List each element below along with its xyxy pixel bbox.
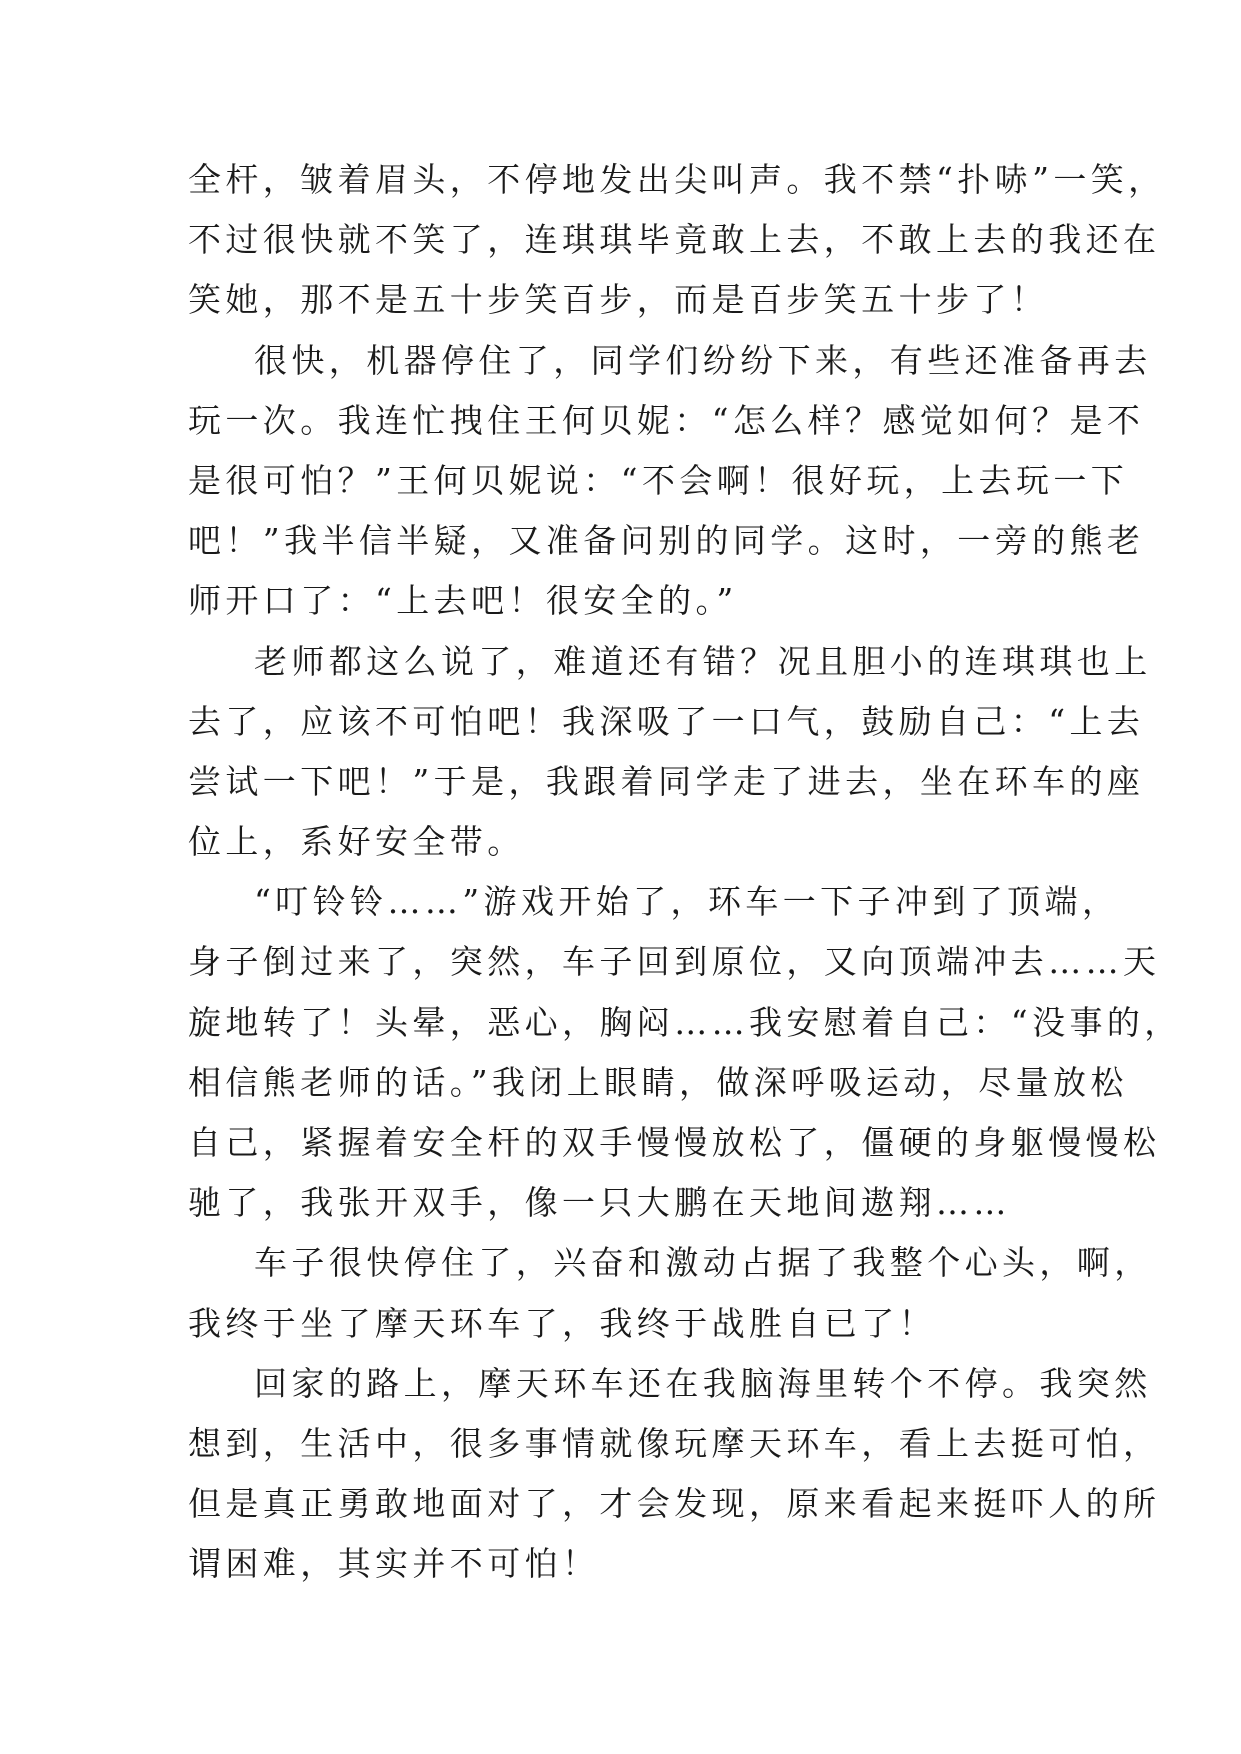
text-line: 吧！”我半信半疑，又准备问别的同学。这时，一旁的熊老 [188, 521, 1145, 561]
text-line: 尝试一下吧！”于是，我跟着同学走了进去，坐在环车的座 [188, 761, 1145, 801]
text-line: 位上，系好安全带。 [188, 822, 525, 862]
text-line: 相信熊老师的话。”我闭上眼睛，做深呼吸运动，尽量放松 [188, 1062, 1128, 1102]
document-body [188, 150, 1182, 1595]
text-line: 驰了，我张开双手，像一只大鹏在天地间遨翔…… [188, 1183, 1011, 1223]
text-line: 旋地转了！头晕，恶心，胸闷……我安慰着自己：“没事的， [188, 1002, 1182, 1042]
text-line: 回家的路上，摩天环车还在我脑海里转个不停。我突然 [254, 1363, 1152, 1403]
text-line: 想到，生活中，很多事情就像玩摩天环车，看上去挺可怕， [188, 1423, 1161, 1463]
text-line: 很快，机器停住了，同学们纷纷下来，有些还准备再去 [254, 340, 1152, 380]
text-line: “叮铃铃……”游戏开始了，环车一下子冲到了顶端， [254, 882, 1120, 922]
text-line: 身子倒过来了，突然，车子回到原位，又向顶端冲去……天 [188, 942, 1161, 982]
text-line: 笑她，那不是五十步笑百步，而是百步笑五十步了！ [188, 280, 1049, 320]
text-line: 不过很快就不笑了，连琪琪毕竟敢上去，不敢上去的我还在 [188, 220, 1161, 260]
text-line: 老师都这么说了，难道还有错？况且胆小的连琪琪也上 [254, 641, 1152, 681]
text-line: 师开口了：“上去吧！很安全的。” [188, 581, 738, 621]
text-line: 车子很快停住了，兴奋和激动占据了我整个心头，啊， [254, 1243, 1152, 1283]
text-line: 谓困难，其实并不可怕！ [188, 1544, 600, 1584]
text-line: 我终于坐了摩天环车了，我终于战胜自已了！ [188, 1303, 936, 1343]
text-line: 但是真正勇敢地面对了，才会发现，原来看起来挺吓人的所 [188, 1484, 1161, 1524]
text-line: 去了，应该不可怕吧！我深吸了一口气，鼓励自己：“上去 [188, 701, 1145, 741]
text-line: 自己，紧握着安全杆的双手慢慢放松了，僵硬的身躯慢慢松 [188, 1123, 1161, 1162]
text-line: 是很可怕？”王何贝妮说：“不会啊！很好玩，上去玩一下 [188, 460, 1129, 500]
text-line: 全杆，皱着眉头，不停地发出尖叫声。我不禁“扑哧”一笑， [188, 160, 1166, 199]
text-line: 玩一次。我连忙拽住王何贝妮：“怎么样？感觉如何？是不 [188, 400, 1145, 440]
